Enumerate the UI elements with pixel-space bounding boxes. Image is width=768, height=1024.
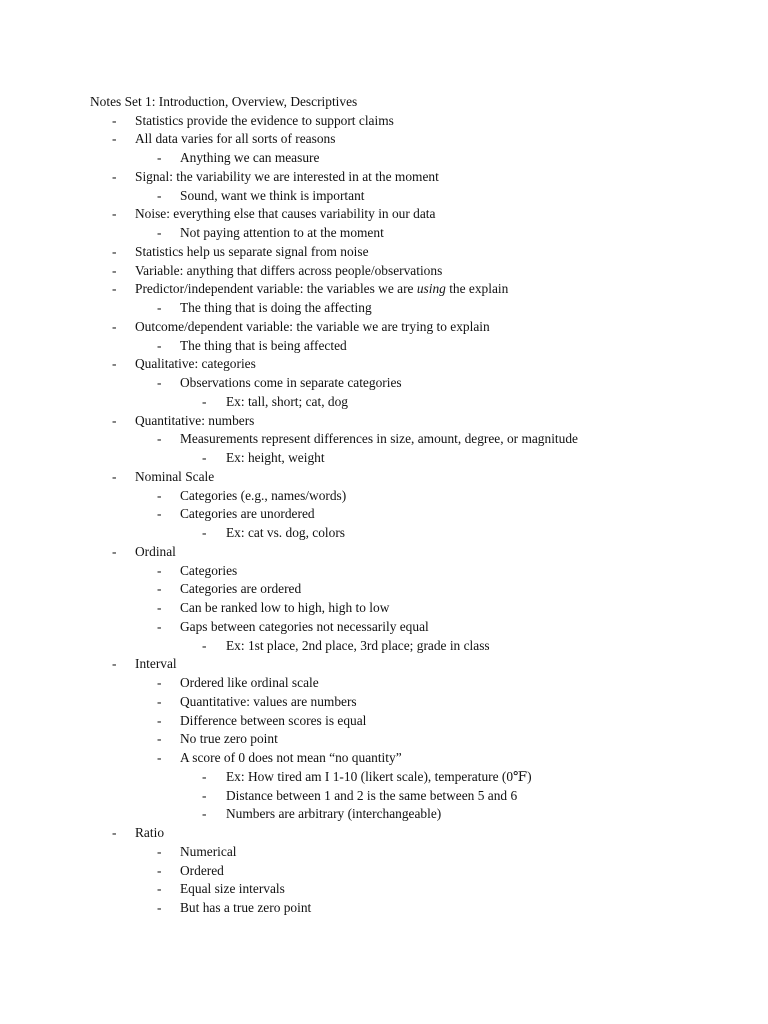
bullet-dash: - — [157, 487, 162, 503]
list-item-text: The thing that is doing the affecting — [180, 300, 372, 315]
list-item — [0, 805, 768, 824]
list-item — [0, 130, 768, 149]
list-item-text: Ordered like ordinal scale — [180, 675, 319, 690]
bullet-dash: - — [157, 225, 162, 240]
bullet-dash: - — [157, 431, 162, 447]
bullet-dash: - — [157, 881, 162, 897]
list-item-text: Categories are ordered — [180, 581, 302, 597]
list-item-text: But has a true zero point — [180, 900, 312, 915]
bullet-dash: - — [157, 712, 162, 728]
list-item — [0, 693, 768, 712]
bullet-dash: - — [112, 356, 117, 372]
bullet-dash: - — [157, 618, 162, 634]
list-item-text — [135, 280, 508, 299]
bullet-dash: - — [112, 168, 117, 184]
bullet-dash: - — [157, 337, 162, 353]
list-item — [0, 674, 768, 693]
list-item — [0, 562, 768, 581]
list-item — [0, 580, 768, 599]
list-item — [0, 224, 768, 243]
list-item-text: Observations come in separate categories — [180, 375, 402, 390]
list-item-text: Ordered — [180, 862, 224, 878]
list-item-text: Ex: 1st place, 2nd place, 3rd place; grade in class — [226, 637, 490, 653]
list-item-text: Statistics provide the evidence to support claims — [135, 112, 394, 128]
list-item-text: Categories — [180, 562, 238, 578]
document-title: Notes Set 1: Introduction, Overview, Descriptives — [90, 94, 358, 109]
bullet-dash: - — [112, 468, 117, 484]
list-item — [0, 543, 768, 562]
list-item-text: Anything we can measure — [180, 150, 320, 165]
list-item-text: A score of 0 does not mean “no quantity” — [180, 750, 402, 765]
list-item — [0, 393, 768, 412]
list-item — [0, 862, 768, 881]
list-item — [0, 712, 768, 731]
bullet-dash: - — [157, 750, 162, 765]
list-item — [0, 824, 768, 843]
list-item-text: Interval — [135, 656, 177, 672]
list-item-text-part: Predictor/independent variable: the variables we are — [135, 281, 417, 297]
bullet-dash: - — [157, 675, 162, 690]
list-item — [0, 112, 768, 131]
list-item-text: Ratio — [135, 825, 165, 840]
bullet-dash: - — [112, 412, 117, 428]
bullet-dash: - — [157, 731, 162, 747]
list-item — [0, 299, 768, 318]
list-item — [0, 187, 768, 206]
bullet-dash: - — [112, 112, 117, 128]
list-item-text: Signal: the variability we are interested in at the moment — [135, 168, 439, 184]
list-item-text: The thing that is being affected — [180, 337, 347, 353]
bullet-dash: - — [157, 581, 162, 597]
list-item-text: Numbers are arbitrary (interchangeable) — [226, 806, 442, 822]
list-item — [0, 412, 768, 431]
list-item-text: Difference between scores is equal — [180, 712, 367, 728]
list-item-text: All data varies for all sorts of reasons — [135, 131, 336, 147]
bullet-dash: - — [157, 693, 162, 709]
bullet-dash: - — [112, 318, 117, 334]
list-item — [0, 243, 768, 262]
list-item-text: Can be ranked low to high, high to low — [180, 600, 390, 615]
bullet-dash: - — [202, 768, 207, 784]
list-item-text: Statistics help us separate signal from noise — [135, 243, 369, 259]
list-item-text: Measurements represent differences in size, amount, degree, or magnitude — [180, 431, 578, 447]
list-item — [0, 730, 768, 749]
list-item — [0, 599, 768, 618]
list-item-text: Quantitative: numbers — [135, 412, 255, 428]
bullet-dash: - — [202, 787, 207, 803]
list-item-text: No true zero point — [180, 731, 278, 747]
list-item — [0, 149, 768, 168]
list-item-text: Qualitative: categories — [135, 356, 256, 372]
bullet-dash: - — [202, 393, 207, 409]
list-item — [0, 505, 768, 524]
list-item-text: Noise: everything else that causes variability in our data — [135, 206, 436, 222]
list-item — [0, 280, 768, 299]
list-item-text: Sound, want we think is important — [180, 187, 365, 203]
bullet-dash: - — [157, 562, 162, 578]
bullet-dash: - — [157, 600, 162, 615]
list-item-text: Categories (e.g., names/words) — [180, 487, 347, 503]
bullet-dash: - — [157, 843, 162, 859]
bullet-dash: - — [112, 543, 117, 559]
bullet-dash: - — [157, 187, 162, 203]
list-item-text: Ex: height, weight — [226, 450, 325, 465]
bullet-dash: - — [202, 806, 207, 822]
list-item — [0, 655, 768, 674]
list-item — [0, 899, 768, 918]
list-item-text: Nominal Scale — [135, 468, 215, 484]
bullet-dash: - — [202, 637, 207, 653]
list-item-text: Ordinal — [135, 543, 176, 559]
list-item — [0, 524, 768, 543]
notes-list — [0, 112, 768, 918]
list-item — [0, 337, 768, 356]
list-item-text: Ex: tall, short; cat, dog — [226, 393, 348, 409]
list-item-text: Ex: cat vs. dog, colors — [226, 525, 346, 540]
bullet-dash: - — [157, 900, 162, 915]
list-item-text: Numerical — [180, 843, 237, 859]
list-item-text: Not paying attention to at the moment — [180, 225, 384, 240]
emphasized-word: using — [416, 281, 446, 297]
list-item-text: Ex: How tired am I 1-10 (likert scale), temperature (0℉) — [226, 768, 532, 784]
list-item — [0, 262, 768, 281]
list-item — [0, 843, 768, 862]
list-item-text: Equal size intervals — [180, 881, 285, 897]
list-item — [0, 205, 768, 224]
list-item — [0, 618, 768, 637]
bullet-dash: - — [157, 506, 162, 522]
list-item — [0, 168, 768, 187]
bullet-dash: - — [112, 206, 117, 222]
bullet-dash: - — [112, 243, 117, 259]
bullet-dash: - — [112, 281, 117, 297]
list-item-text: Variable: anything that differs across people/observations — [135, 262, 443, 278]
bullet-dash: - — [112, 656, 117, 672]
list-item — [0, 374, 768, 393]
bullet-dash: - — [157, 300, 162, 315]
list-item — [0, 637, 768, 656]
bullet-dash: - — [202, 525, 207, 540]
list-item — [0, 355, 768, 374]
list-item-text: Categories are unordered — [180, 506, 315, 522]
list-item — [0, 449, 768, 468]
list-item-text: Distance between 1 and 2 is the same between 5 and 6 — [226, 787, 518, 803]
bullet-dash: - — [112, 262, 117, 278]
list-item — [0, 880, 768, 899]
bullet-dash: - — [112, 825, 117, 840]
list-item — [0, 318, 768, 337]
list-item — [0, 749, 768, 768]
list-item — [0, 430, 768, 449]
bullet-dash: - — [112, 131, 117, 147]
list-item-text: Outcome/dependent variable: the variable we are trying to explain — [135, 318, 490, 334]
bullet-dash: - — [157, 862, 162, 878]
bullet-dash: - — [157, 375, 162, 390]
bullet-dash: - — [157, 150, 162, 165]
list-item — [0, 787, 768, 806]
list-item-text-part: the explain — [445, 281, 509, 297]
list-item — [0, 768, 768, 787]
list-item-text: Quantitative: values are numbers — [180, 693, 357, 709]
bullet-dash: - — [202, 450, 207, 465]
list-item-text: Gaps between categories not necessarily equal — [180, 618, 429, 634]
list-item — [0, 468, 768, 487]
list-item — [0, 487, 768, 506]
